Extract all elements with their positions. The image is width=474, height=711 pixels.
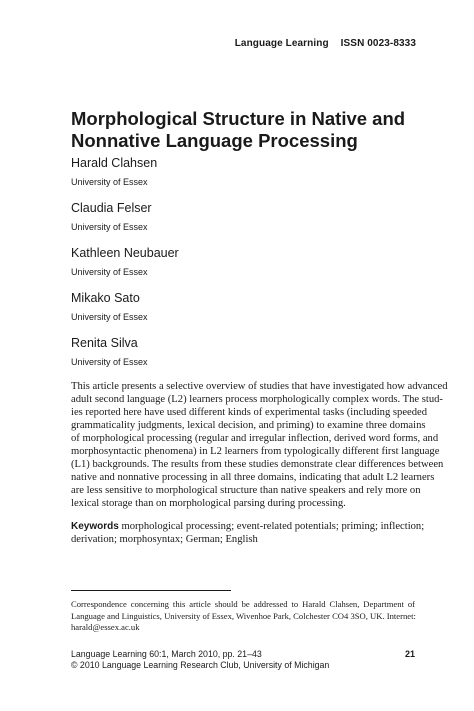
correspondence-note — [71, 599, 415, 634]
correspondence-email: harald@essex.ac.uk — [71, 622, 140, 633]
abstract-line: ies reported here have used different kinds of experimental tasks (including speeded — [71, 407, 428, 419]
article-title — [71, 108, 411, 152]
correspondence-line: Correspondence concerning this article should be addressed to Harald Clahsen, Department of — [71, 599, 415, 609]
abstract-line: grammaticality judgments, lexical decision, and priming) to examine three domains — [71, 420, 426, 432]
author-block — [71, 246, 179, 291]
journal-name: Language Learning — [234, 38, 329, 49]
title-line-2: Nonnative Language Processing — [71, 130, 358, 151]
author-block — [71, 156, 179, 201]
author-affiliation: University of Essex — [71, 357, 148, 367]
author-name: Renita Silva — [71, 336, 138, 350]
abstract-line: are less sensitive to morphological structure than native speakers and rely more on — [71, 485, 421, 497]
citation: Language Learning 60:1, March 2010, pp. 21–43 — [71, 649, 262, 659]
abstract-line: (L1) backgrounds. The results from these studies demonstrate clear differences between — [71, 459, 444, 471]
author-block — [71, 336, 179, 381]
author-name: Claudia Felser — [71, 201, 152, 215]
abstract-line: native and nonnative processing in all three domains, indicating that adult L2 learners — [71, 472, 435, 484]
page-number: 21 — [404, 649, 415, 659]
abstract-line: lexical storage than on morphological parsing during processing. — [71, 498, 346, 510]
copyright: © 2010 Language Learning Research Club, University of Michigan — [71, 660, 330, 670]
author-block — [71, 291, 179, 336]
author-block — [71, 201, 179, 246]
author-name: Kathleen Neubauer — [71, 246, 179, 260]
title-line-1: Morphological Structure in Native and — [71, 108, 406, 129]
abstract-line: adult second language (L2) learners process morphologically complex words. The stud- — [71, 394, 443, 406]
author-affiliation: University of Essex — [71, 267, 148, 277]
abstract-line: of morphological processing (regular and irregular inflection, derived word forms, and — [71, 433, 439, 445]
author-affiliation: University of Essex — [71, 222, 148, 232]
running-header — [235, 38, 416, 49]
footnote-divider — [71, 590, 231, 591]
keywords-line — [71, 520, 425, 533]
keywords — [71, 520, 425, 546]
abstract-line: This article presents a selective overview of studies that have investigated how advanced — [71, 381, 448, 392]
author-affiliation: University of Essex — [71, 177, 148, 187]
author-name: Mikako Sato — [71, 291, 140, 305]
keywords-line: derivation; morphosyntax; German; English — [71, 534, 258, 546]
author-list — [71, 156, 179, 381]
page-footer — [71, 649, 415, 671]
abstract — [71, 380, 448, 510]
keywords-label: Keywords — [71, 521, 119, 532]
author-name: Harald Clahsen — [71, 156, 158, 170]
keywords-text: morphological processing; event-related potentials; priming; inflection; — [121, 521, 425, 532]
issn: ISSN 0023-8333 — [340, 38, 416, 49]
abstract-line: morphosyntactic phenomena) in L2 learners from typologically different first language — [71, 446, 440, 458]
author-affiliation: University of Essex — [71, 312, 148, 322]
correspondence-line: Language and Linguistics, University of Essex, Wivenhoe Park, Colchester CO4 3SO, UK. Internet: — [71, 610, 416, 621]
